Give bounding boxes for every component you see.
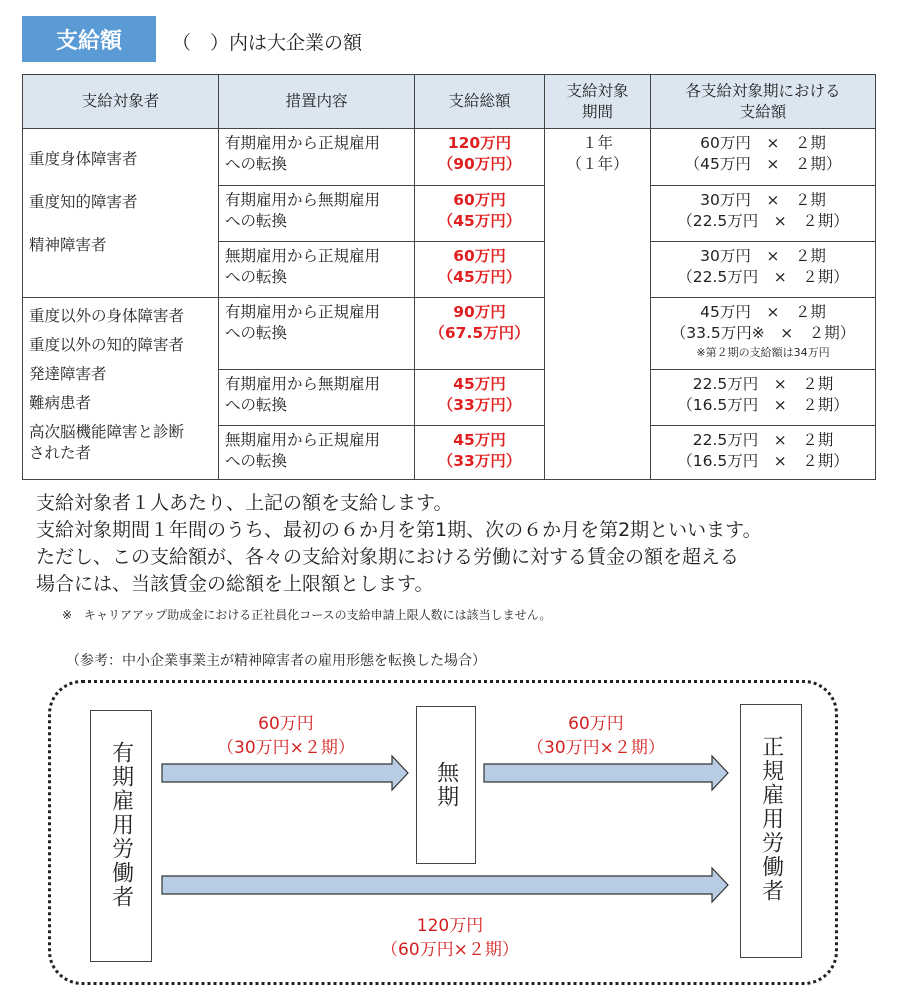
indefinite-term-box <box>416 706 476 864</box>
target-item: 重度以外の身体障害者 <box>29 307 185 325</box>
total-amount-cell: 60万円 （45万円） <box>415 242 545 298</box>
reference-caption: （参考：中小企業事業主が精神障害者の雇用形態を転換した場合） <box>66 653 486 669</box>
target-item: 発達障害者 <box>29 364 107 383</box>
per-period-text: 45万円 × ２期 （33.5万円※ × ２期） <box>670 303 856 342</box>
arrow-fixed-to-regular <box>162 868 728 902</box>
total-amount-cell: 60万円 （45万円） <box>415 186 545 242</box>
col-header-measure: 措置内容 <box>219 75 415 129</box>
period-note: ※第２期の支給額は34万円 <box>696 345 830 359</box>
total-amount-cell: 45万円 （33万円） <box>415 426 545 480</box>
per-period-cell: 30万円 × ２期 （22.5万円 × ２期） <box>651 186 876 242</box>
target-item: 重度以外の知的障害者 <box>29 335 185 354</box>
target-item: 重度身体障害者 <box>29 150 138 168</box>
measure-cell: 有期雇用から無期雇用 への転換 <box>219 186 415 242</box>
arrow1-label: 60万円 （30万円×２期） <box>217 714 355 758</box>
regular-worker-label: 正規雇用労働者 <box>758 735 784 903</box>
target-item: 重度知的障害者 <box>29 192 138 211</box>
measure-cell: 無期雇用から正規雇用 への転換 <box>219 242 415 298</box>
fixed-term-worker-box <box>90 710 152 962</box>
arrow-indefinite-to-regular <box>484 756 728 790</box>
arrow2-label: 60万円 （30万円×２期） <box>527 714 665 758</box>
col-header-period: 支給対象 期間 <box>545 75 651 129</box>
footnote: ※ キャリアアップ助成金における正社員化コースの支給申請上限人数には該当しません。 <box>62 608 552 622</box>
col-header-target: 支給対象者 <box>23 75 219 129</box>
per-period-cell: 60万円 × ２期 （45万円 × ２期） <box>651 129 876 186</box>
per-period-cell: 22.5万円 × ２期 （16.5万円 × ２期） <box>651 370 876 426</box>
total-amount-cell: 120万円 （90万円） <box>415 129 545 186</box>
total-amount-cell: 45万円 （33万円） <box>415 370 545 426</box>
total-amount-cell: 90万円 （67.5万円） <box>415 298 545 370</box>
col-header-total: 支給総額 <box>415 75 545 129</box>
col-header-per-period: 各支給対象期における 支給額 <box>651 75 876 129</box>
measure-cell: 有期雇用から正規雇用 への転換 <box>219 129 415 186</box>
per-period-cell: 22.5万円 × ２期 （16.5万円 × ２期） <box>651 426 876 480</box>
arrow-fixed-to-indefinite <box>162 756 408 790</box>
target-item: 高次脳機能障害と診断 された者 <box>29 422 185 462</box>
period-cell: １年 （１年） <box>545 129 651 480</box>
target-item: 難病患者 <box>29 393 92 412</box>
measure-cell: 有期雇用から無期雇用 への転換 <box>219 370 415 426</box>
fixed-term-worker-label: 有期雇用労働者 <box>108 741 134 909</box>
explanation-line: ただし、この支給額が、各々の支給対象期における労働に対する賃金の額を超える <box>36 546 740 568</box>
explanation-line: 支給対象期間１年間のうち、最初の６か月を第1期、次の６か月を第2期といいます。 <box>36 519 762 541</box>
indefinite-term-label: 無期 <box>433 761 459 809</box>
target-item: 精神障害者 <box>29 235 107 254</box>
explanation-line: 場合には、当該賃金の総額を上限額とします。 <box>36 573 434 595</box>
regular-worker-box <box>740 704 802 958</box>
arrow3-label: 120万円 （60万円×２期） <box>381 916 519 960</box>
section-title-badge: 支給額 <box>22 16 156 62</box>
explanation-line: 支給対象者１人あたり、上記の額を支給します。 <box>36 492 453 514</box>
per-period-cell: 30万円 × ２期 （22.5万円 × ２期） <box>651 242 876 298</box>
measure-cell: 無期雇用から正規雇用 への転換 <box>219 426 415 480</box>
title-note: （ ）内は大企業の額 <box>172 32 363 54</box>
measure-cell: 有期雇用から正規雇用 への転換 <box>219 298 415 370</box>
